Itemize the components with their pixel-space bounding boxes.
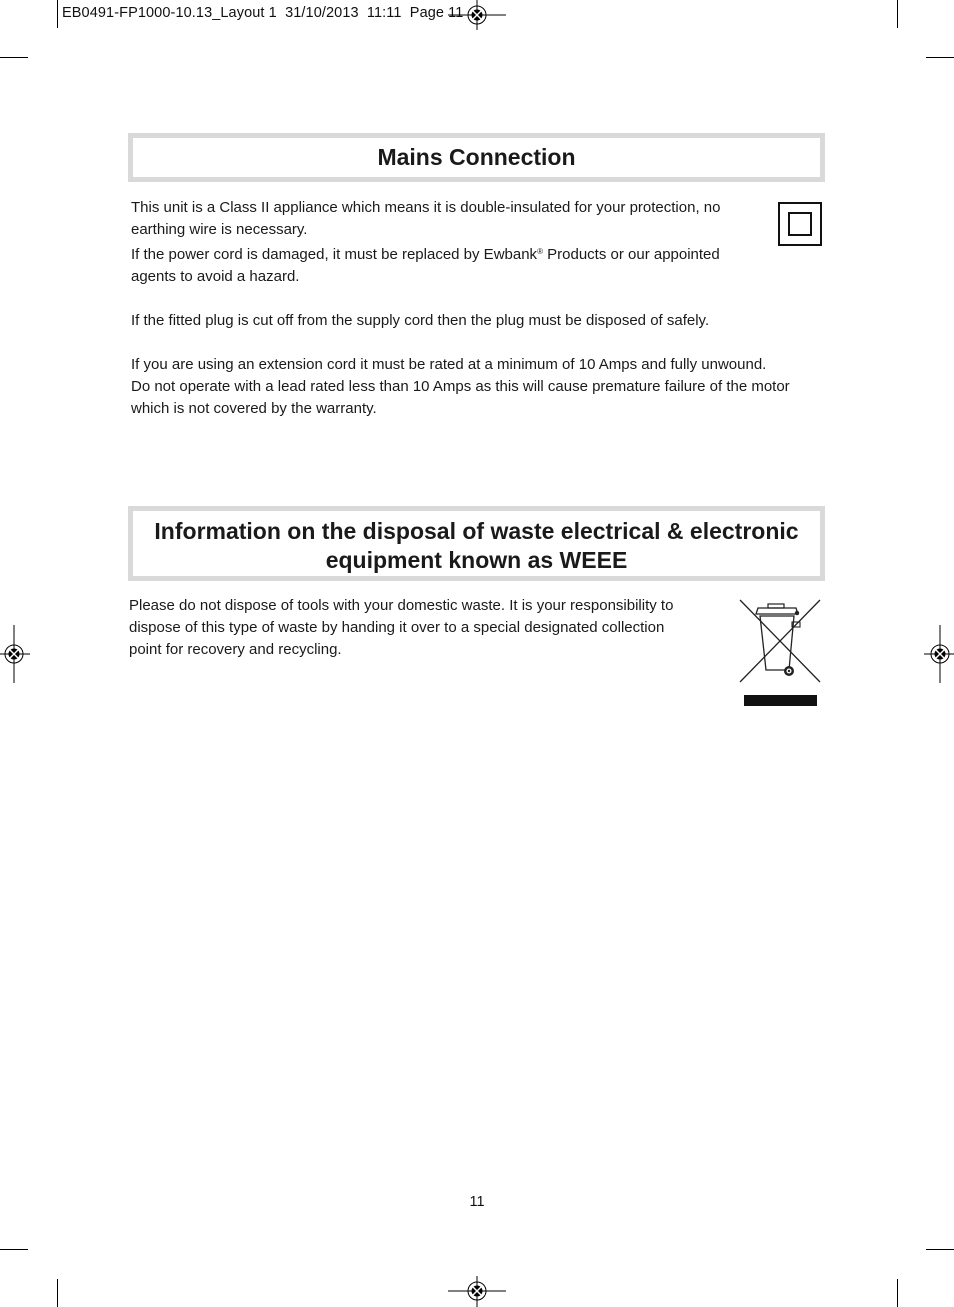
fitted-plug-paragraph: If the fitted plug is cut off from the supply cord then the plug must be disposed of safely. (131, 312, 710, 329)
text-fragment: If the power cord is damaged, it must be replaced by Ewbank (131, 246, 538, 263)
weee-paragraph (129, 595, 729, 661)
mains-connection-body (131, 197, 831, 420)
text-line: If you are using an extension cord it must be rated at a minimum of 10 Amps and fully unwound. (131, 356, 767, 373)
weee-body (129, 595, 729, 661)
text-line: earthing wire is necessary. (131, 221, 308, 238)
crop-mark-top-right-h (926, 57, 954, 58)
double-square-class-ii-icon (778, 202, 822, 246)
text-fragment: Products or our appointed (542, 246, 720, 263)
text-line: agents to avoid a hazard. (131, 268, 300, 285)
crop-mark-bottom-right-v (897, 1279, 898, 1307)
crossed-out-wheelie-bin-icon (738, 598, 824, 710)
crop-mark-top-right-v (897, 0, 898, 28)
crop-mark-bottom-left-v (57, 1279, 58, 1307)
crop-mark-top-left-v (57, 0, 58, 28)
registration-mark-icon (448, 1276, 506, 1307)
text-line: This unit is a Class II appliance which means it is double-insulated for your protection, no (131, 199, 721, 216)
registration-mark-icon (0, 625, 30, 683)
text-line: which is not covered by the warranty. (131, 400, 377, 417)
class-ii-paragraph (131, 197, 831, 241)
registration-mark-icon (924, 625, 954, 683)
crop-mark-bottom-left-h (0, 1249, 28, 1250)
registration-mark-icon (448, 0, 506, 30)
heading-line: equipment known as WEEE (325, 547, 628, 573)
extension-cord-paragraph (131, 354, 831, 420)
mains-connection-heading-box (128, 133, 825, 182)
text-line: Please do not dispose of tools with your domestic waste. It is your responsibility to (129, 597, 674, 614)
text-line: dispose of this type of waste by handing it over to a special designated collection (129, 619, 665, 636)
mains-connection-heading: Mains Connection (377, 144, 576, 170)
power-cord-paragraph (131, 241, 831, 288)
crop-mark-bottom-right-h (926, 1249, 954, 1250)
text-line: Do not operate with a lead rated less than 10 Amps as this will cause premature failure of the motor (131, 378, 790, 395)
registered-trademark-mark: ® (537, 247, 543, 256)
printer-slug: EB0491-FP1000-10.13_Layout 1 31/10/2013 11:11 Page 11 (62, 5, 464, 21)
page-number: 11 (469, 1194, 485, 1210)
weee-heading-box (128, 506, 825, 581)
weee-heading (134, 517, 819, 575)
text-line: point for recovery and recycling. (129, 641, 342, 658)
heading-line: Information on the disposal of waste electrical & electronic (154, 518, 799, 544)
crop-mark-top-left-h (0, 57, 28, 58)
